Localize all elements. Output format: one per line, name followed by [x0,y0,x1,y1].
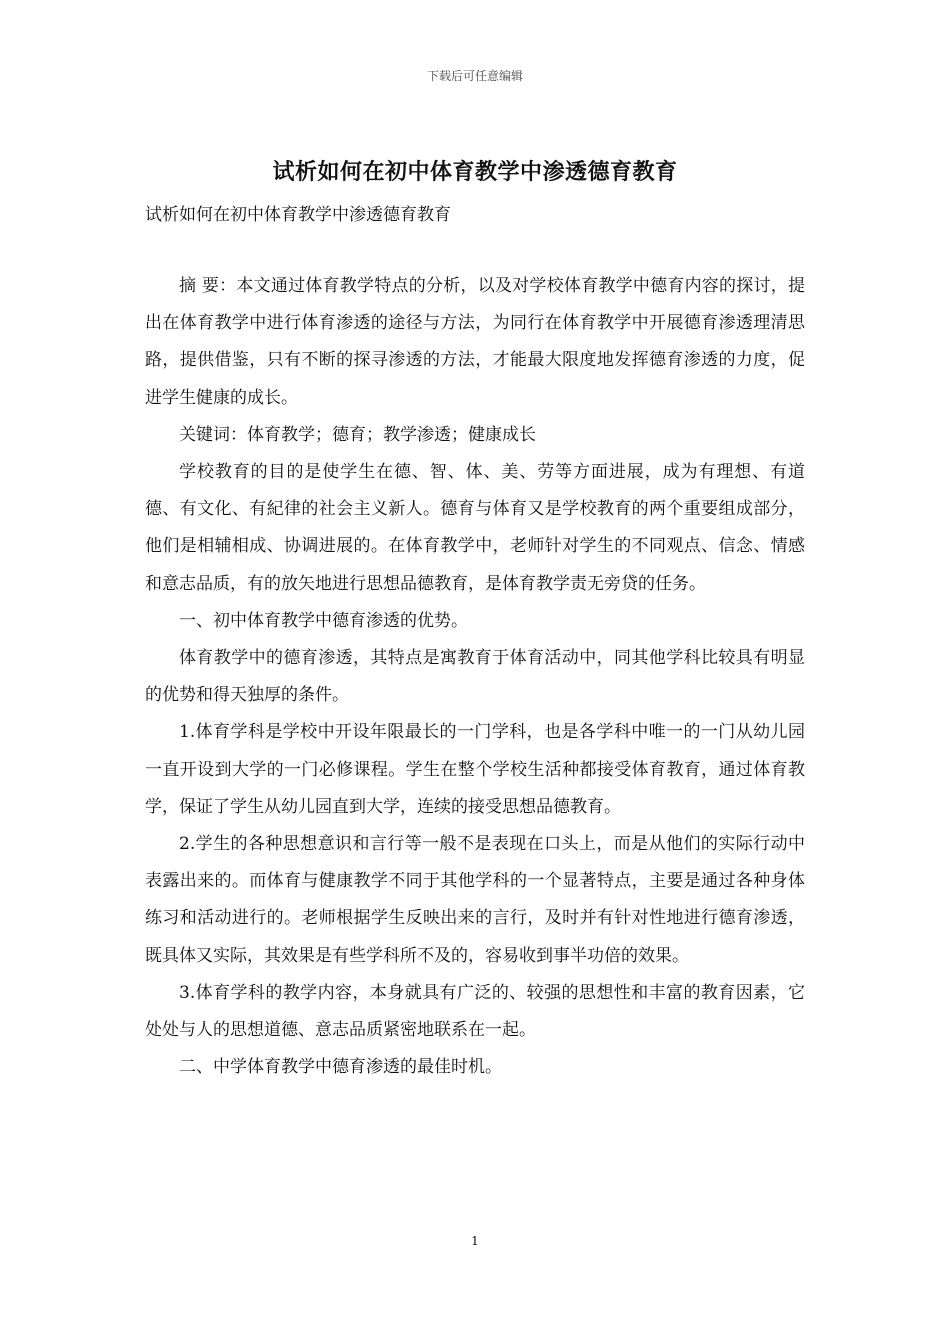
document-body [145,268,805,1086]
section-heading-1: 一、初中体育教学中德育渗透的优势。 [179,610,468,631]
page-number: 1 [471,1234,479,1248]
document-subtitle: 试析如何在初中体育教学中渗透德育教育 [145,205,451,225]
list-item: 1.体育学科是学校中开设年限最长的一门学科，也是各学科中唯一的一门从幼儿园一直开设到大学的一门必修课程。学生在整个学校生活种都接受体育教育，通过体育教学，保证了学生从幼儿园直到大学，连续的接受思想品德教育。 [145,722,805,817]
list-item: 3.体育学科的教学内容，本身就具有广泛的、较强的思想性和丰富的教育因素，它处处与人的思想道德、意志品质紧密地联系在一起。 [145,982,805,1041]
paragraph: 体育教学中的德育渗透，其特点是寓教育于体育活动中，同其他学科比较具有明显的优势和得天独厚的条件。 [145,648,805,706]
section-heading-2: 二、中学体育教学中德育渗透的最佳时机。 [179,1057,502,1078]
header-note: 下载后可任意编辑 [426,69,523,83]
paragraph-keywords: 关键词：体育教学；德育；教学渗透；健康成长 [179,424,536,445]
document-title: 试析如何在初中体育教学中渗透德育教育 [272,159,678,185]
list-item: 2.学生的各种思想意识和言行等一般不是表现在口头上，而是从他们的实际行动中表露出来的。而体育与健康教学不同于其他学科的一个显著特点，主要是通过各种身体练习和活动进行的。老师根据学生反映出来的言行，及时并有针对性地进行德育渗透，既具体又实际，其效果是有些学科所不及的，容易收到事半功倍的效果。 [145,834,805,966]
paragraph-abstract: 摘 要：本文通过体育教学特点的分析，以及对学校体育教学中德育内容的探讨，提出在体育教学中进行体育渗透的途径与方法，为同行在体育教学中开展德育渗透理清思路，提供借鉴，只有不断的探寻渗透的方法，才能最大限度地发挥德育渗透的力度，促进学生健康的成长。 [145,276,805,408]
paragraph-introduction: 学校教育的目的是使学生在德、智、体、美、劳等方面进展，成为有理想、有道德、有文化、有紀律的社会主义新人。德育与体育又是学校教育的两个重要组成部分，他们是相辅相成、协调进展的。在体育教学中，老师针对学生的不同观点、信念、情感和意志品质，有的放矢地进行思想品德教育，是体育教学责无旁贷的任务。 [145,462,805,594]
